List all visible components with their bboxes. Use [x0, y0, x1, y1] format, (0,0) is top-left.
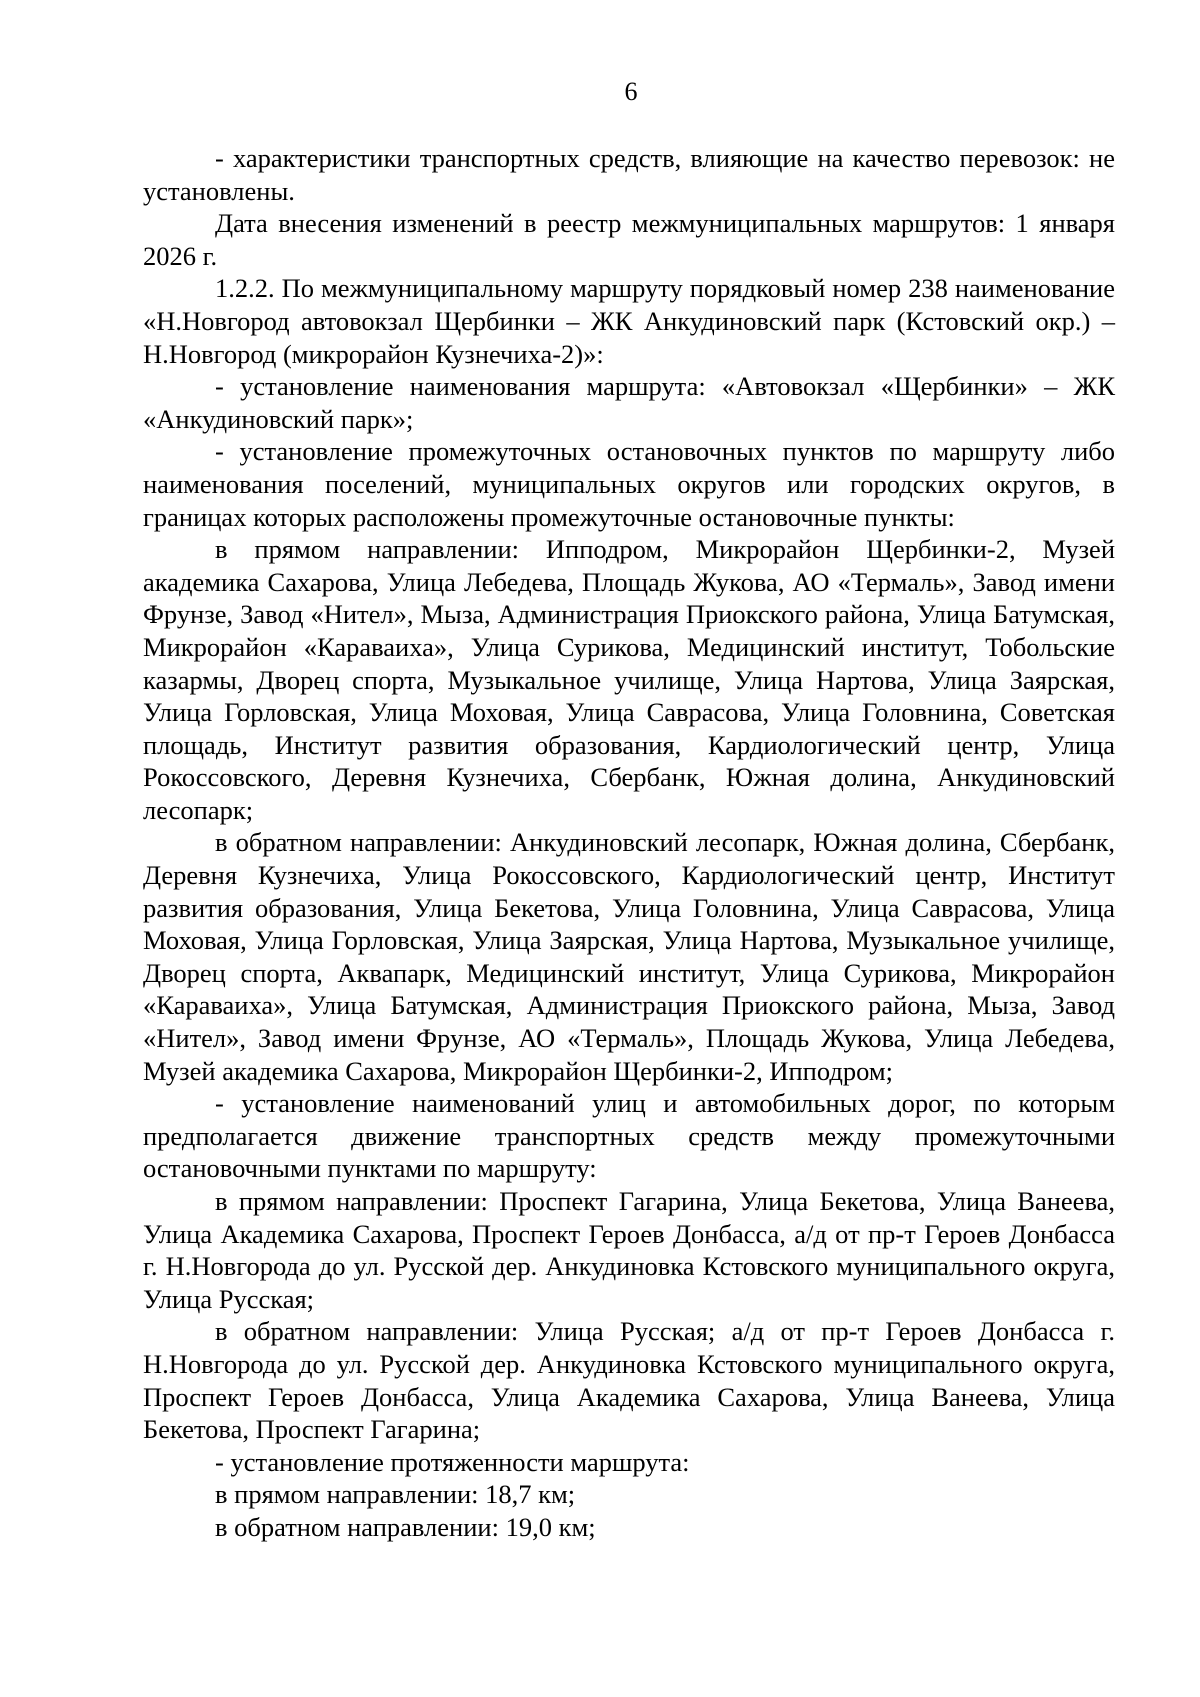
paragraph-streets-backward: в обратном направлении: Улица Русская; а/д от пр-т Героев Донбасса г. Н.Новгорода до ул. Русской дер. Анкудиновка Кстовского муниципального округа, Проспект Героев Донбасса, Улица Академика Сахарова, Улица Ванеева, Улица Бекетова, Проспект Гагарина;	[143, 1316, 1115, 1445]
paragraph-streets-forward: в прямом направлении: Проспект Гагарина, Улица Бекетова, Улица Ванеева, Улица Академика Сахарова, Проспект Героев Донбасса, а/д от пр-т Героев Донбасса г. Н.Новгорода до ул. Русской дер. Анкудиновка Кстовского муниципального округа, Улица Русская;	[143, 1186, 1115, 1314]
paragraph-length-backward: в обратном направлении: 19,0 км;	[215, 1511, 596, 1542]
paragraph-route-238-heading: 1.2.2. По межмуниципальному маршруту порядковый номер 238 наименование «Н.Новгород автовокзал Щербинки – ЖК Анкудиновский парк (Кстовский окр.) – Н.Новгород (микрорайон Кузнечиха-2)»:	[143, 273, 1115, 369]
document-body	[143, 142, 1115, 1544]
page-number: 6	[624, 77, 638, 106]
paragraph-intermediate-stops-intro: - установление промежуточных остановочных пунктов по маршруту либо наименования поселений, муниципальных округов или городских округов, в границах которых расположены промежуточные остановочные пункты:	[143, 436, 1115, 532]
paragraph-registry-change-date: Дата внесения изменений в реестр межмуниципальных маршрутов: 1 января 2026 г.	[143, 208, 1115, 271]
paragraph-streets-intro: - установление наименований улиц и автомобильных дорог, по которым предполагается движение транспортных средств между промежуточными остановочными пунктами по маршруту:	[143, 1088, 1115, 1184]
paragraph-route-length-intro: - установление протяженности маршрута:	[215, 1446, 690, 1477]
paragraph-route-name: - установление наименования маршрута: «Автовокзал «Щербинки» – ЖК «Анкудиновский парк»;	[143, 371, 1115, 434]
paragraph-stops-backward: в обратном направлении: Анкудиновский лесопарк, Южная долина, Сбербанк, Деревня Кузнечиха, Улица Рокоссовского, Кардиологический центр, Институт развития образования, Улица Бекетова, Улица Головнина, Улица Саврасова, Улица Моховая, Улица Горловская, Улица Заярская, Улица Нартова, Музыкальное училище, Дворец спорта, Аквапарк, Медицинский институт, Улица Сурикова, Микрорайон «Караваиха», Улица Батумская, Администрация Приокского района, Мыза, Завод «Нител», Завод имени Фрунзе, АО «Термаль», Площадь Жукова, Улица Лебедева, Музей академика Сахарова, Микрорайон Щербинки-2, Ипподром;	[143, 827, 1115, 1086]
paragraph-vehicle-characteristics: - характеристики транспортных средств, влияющие на качество перевозок: не установлены.	[143, 143, 1115, 206]
paragraph-length-forward: в прямом направлении: 18,7 км;	[215, 1479, 576, 1510]
paragraph-stops-forward: в прямом направлении: Ипподром, Микрорайон Щербинки-2, Музей академика Сахарова, Улица Лебедева, Площадь Жукова, АО «Термаль», Завод имени Фрунзе, Завод «Нител», Мыза, Администрация Приокского района, Улица Батумская, Микрорайон «Караваиха», Улица Сурикова, Медицинский институт, Тобольские казармы, Дворец спорта, Музыкальное училище, Улица Нартова, Улица Заярская, Улица Горловская, Улица Моховая, Улица Саврасова, Улица Головнина, Советская площадь, Институт развития образования, Кардиологический центр, Улица Рокоссовского, Деревня Кузнечиха, Сбербанк, Южная долина, Анкудиновский лесопарк;	[143, 534, 1115, 825]
